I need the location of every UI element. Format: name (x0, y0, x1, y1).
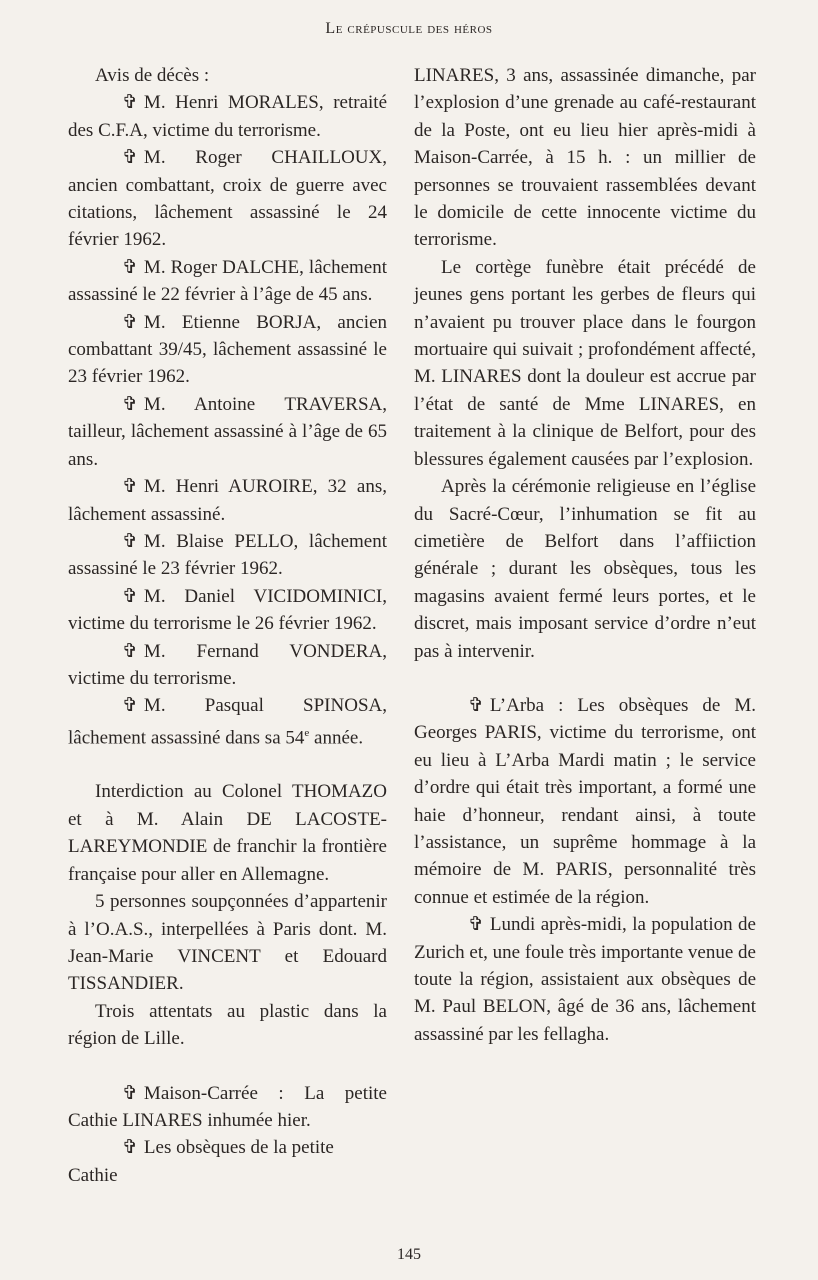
news-paragraph: 5 personnes soupçonnées d’appartenir à l’O.A.S., interpellées à Paris dont. M. Jean-Marie VINCENT et Edouard TISSANDIER. (68, 891, 387, 995)
news-paragraph: Le cortège funèbre était précédé de jeunes gens portant les gerbes de fleurs qui n’avaient pu trouver place dans le fourgon mortuaire qui suivait ; profondément affecté, M. LINARES dont la douleur est accrue par l’état de santé de Mme LINARES, en traitement à la clinique de Belfort, pour des blessures également causées par l’explosion. (414, 256, 756, 470)
section-heading: Avis de décès : (95, 65, 210, 86)
cross-icon: ✞ (122, 92, 138, 114)
obituary-entry: ✞ M. Blaise PELLO, lâchement assassiné le 23 février 1962. (68, 528, 387, 583)
news-paragraph: ✞ Lundi après-midi, la population de Zurich et, une foule très importante venue de toute la région, assistaient aux obsèques de M. Paul BELON, âgé de 36 ans, lâchement assassiné par les fellagha. (414, 911, 756, 1048)
cross-icon: ✞ (122, 147, 138, 169)
cross-icon: ✞ (122, 1082, 138, 1104)
news-paragraph: ✞ L’Arba : Les obsèques de M. Georges PARIS, victime du terrorisme, ont eu lieu à L’Arba Mardi matin ; le service d’ordre qui était très important, a formé une haie d’honneur, rendant ainsi, à toute l’assistance, un suprême hommage à la mémoire de M. PARIS, personnalité très connue et estimée de la région. (414, 692, 756, 911)
obituary-entry: ✞ M. Henri AUROIRE, 32 ans, lâchement assassiné. (68, 473, 387, 528)
news-paragraph: Après la cérémonie religieuse en l’église du Sacré-Cœur, l’inhumation se fit au cimetière de Belfort dans l’affiiction générale ; durant les obsèques, tous les magasins avaient fermé leurs portes, et le discret, mais imposant service d’ordre n’eut pas à intervenir. (414, 476, 756, 662)
left-column (68, 62, 387, 1189)
cross-icon: ✞ (468, 914, 484, 936)
cross-icon: ✞ (122, 530, 138, 552)
cross-icon: ✞ (468, 694, 484, 716)
cross-icon: ✞ (122, 476, 138, 498)
obituary-entry: ✞ M. Henri MORALES, retraité des C.F.A, victime du terrorisme. (68, 89, 387, 144)
obituary-entry: ✞ M. Roger DALCHE, lâchement assassiné le 22 février à l’âge de 45 ans. (68, 254, 387, 309)
cross-icon: ✞ (122, 311, 138, 333)
cross-icon: ✞ (122, 256, 138, 278)
obituary-entry: ✞ M. Antoine TRAVERSA, tailleur, lâchement assassiné à l’âge de 65 ans. (68, 391, 387, 473)
right-column (414, 62, 756, 1048)
cross-icon: ✞ (122, 640, 138, 662)
news-paragraph: Interdiction au Colonel THOMAZO et à M. Alain DE LACOSTE-LAREYMONDIE de franchir la frontière française pour aller en Allemagne. (68, 781, 387, 885)
page-number: 145 (397, 1246, 421, 1263)
news-paragraph: Trois attentats au plastic dans la région de Lille. (68, 1000, 387, 1050)
obituary-entry: ✞ M. Daniel VICIDOMINICI, victime du terrorisme le 26 février 1962. (68, 583, 387, 638)
news-paragraph: ✞ Maison-Carrée : La petite Cathie LINARES inhumée hier. (68, 1080, 387, 1135)
cross-icon: ✞ (122, 585, 138, 607)
obituary-entry: ✞ M. Fernand VONDERA, victime du terrorisme. (68, 638, 387, 693)
cross-icon: ✞ (122, 1137, 138, 1159)
news-paragraph: LINARES, 3 ans, assassinée dimanche, par l’explosion d’une grenade au café-restaurant de la Poste, ont eu lieu hier après-midi à Maison-Carrée, à 15 h. : un millier de personnes se trouvaient rassemblées devant le domicile de cette innocente victime du terrorisme. (414, 65, 756, 251)
obituary-entry: ✞ M. Roger CHAILLOUX, ancien combattant, croix de guerre avec citations, lâchement assassiné le 24 février 1962. (68, 144, 387, 254)
obituary-entry: ✞ M. Pasqual SPINOSA, lâchement assassiné dans sa 54e année. (68, 692, 387, 751)
running-header: Le crépuscule des héros (325, 20, 493, 37)
cross-icon: ✞ (122, 393, 138, 415)
superscript: e (304, 726, 310, 739)
obituary-entry: ✞ M. Etienne BORJA, ancien combattant 39/45, lâchement assassiné le 23 février 1962. (68, 309, 387, 391)
news-paragraph: ✞ Les obsèques de la petite Cathie (68, 1134, 387, 1189)
cross-icon: ✞ (122, 695, 138, 717)
